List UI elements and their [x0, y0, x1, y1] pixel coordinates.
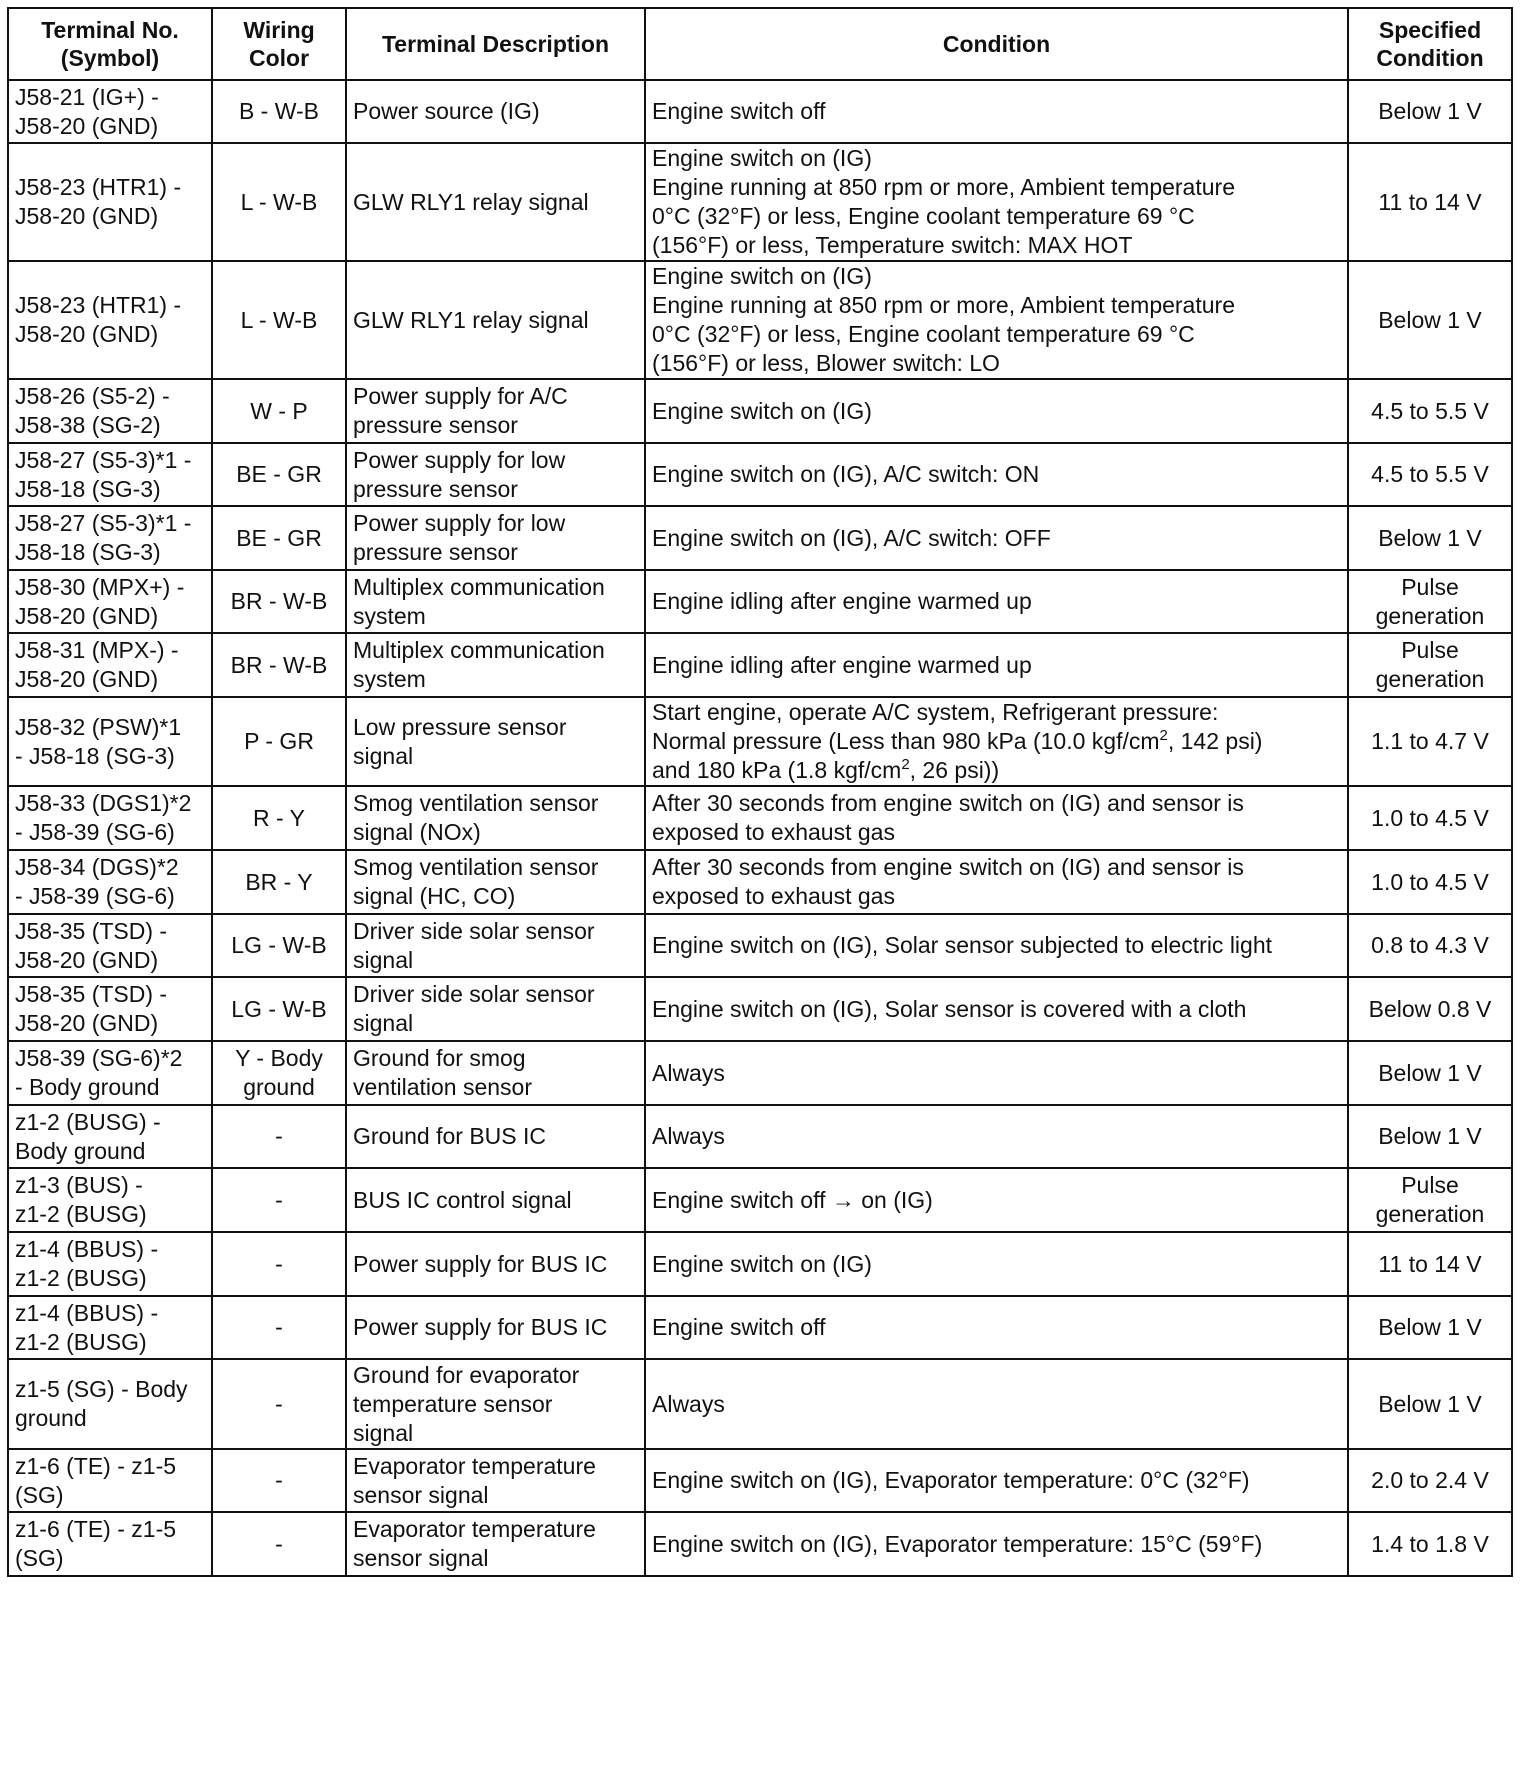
cell-specified: 11 to 14 V [1348, 143, 1512, 261]
cell-wiring-color: BE - GR [212, 443, 346, 506]
cell-description: Power supply for low pressure sensor [346, 443, 645, 506]
cell-specified: 4.5 to 5.5 V [1348, 379, 1512, 443]
cell-specified: 4.5 to 5.5 V [1348, 443, 1512, 506]
table-row [8, 1232, 1512, 1296]
cell-description: GLW RLY1 relay signal [346, 143, 645, 261]
cell-terminal: z1-6 (TE) - z1-5 (SG) [8, 1512, 212, 1576]
cell-description: Evaporator temperature sensor signal [346, 1512, 645, 1576]
table-row [8, 786, 1512, 850]
cell-condition: Engine switch on (IG) Engine running at 850 rpm or more, Ambient temperature 0°C (32°F) or less, Engine coolant temperature 69 °C (156°F) or less, Blower switch: LO [645, 261, 1348, 379]
cell-specified: 2.0 to 2.4 V [1348, 1449, 1512, 1512]
table-row [8, 80, 1512, 143]
cell-condition: Engine switch on (IG), Solar sensor is covered with a cloth [645, 977, 1348, 1041]
cell-wiring-color: - [212, 1296, 346, 1359]
table-header-row [8, 8, 1512, 80]
cell-description: Smog ventilation sensor signal (NOx) [346, 786, 645, 850]
cell-condition: Engine switch on (IG), Solar sensor subjected to electric light [645, 914, 1348, 977]
table-row [8, 1512, 1512, 1576]
cell-condition: Engine switch off → on (IG) [645, 1168, 1348, 1232]
cell-description: Power supply for A/C pressure sensor [346, 379, 645, 443]
table-row [8, 261, 1512, 379]
header-terminal-no: Terminal No. (Symbol) [8, 8, 212, 80]
cell-description: Ground for smog ventilation sensor [346, 1041, 645, 1105]
cell-terminal: J58-26 (S5-2) - J58-38 (SG-2) [8, 379, 212, 443]
cell-specified: Pulse generation [1348, 1168, 1512, 1232]
cell-terminal: z1-4 (BBUS) - z1-2 (BUSG) [8, 1296, 212, 1359]
cell-condition: Engine switch off [645, 1296, 1348, 1359]
table-row [8, 633, 1512, 697]
cell-wiring-color: - [212, 1105, 346, 1168]
cell-wiring-color: BE - GR [212, 506, 346, 570]
cell-specified: Pulse generation [1348, 633, 1512, 697]
table-row [8, 1041, 1512, 1105]
cell-condition: Always [645, 1359, 1348, 1449]
cell-terminal: z1-3 (BUS) - z1-2 (BUSG) [8, 1168, 212, 1232]
cell-specified: Below 1 V [1348, 1041, 1512, 1105]
cell-specified: 0.8 to 4.3 V [1348, 914, 1512, 977]
cell-terminal: J58-35 (TSD) - J58-20 (GND) [8, 914, 212, 977]
cell-terminal: z1-6 (TE) - z1-5 (SG) [8, 1449, 212, 1512]
cell-condition: Always [645, 1105, 1348, 1168]
cell-terminal: J58-21 (IG+) - J58-20 (GND) [8, 80, 212, 143]
cell-wiring-color: - [212, 1168, 346, 1232]
cell-specified: Below 1 V [1348, 261, 1512, 379]
cell-terminal: z1-5 (SG) - Body ground [8, 1359, 212, 1449]
cell-description: GLW RLY1 relay signal [346, 261, 645, 379]
cell-specified: 1.0 to 4.5 V [1348, 786, 1512, 850]
cell-terminal: J58-32 (PSW)*1 - J58-18 (SG-3) [8, 697, 212, 786]
cell-terminal: J58-35 (TSD) - J58-20 (GND) [8, 977, 212, 1041]
cell-terminal: J58-34 (DGS)*2 - J58-39 (SG-6) [8, 850, 212, 914]
cell-condition: Engine idling after engine warmed up [645, 633, 1348, 697]
cell-specified: Below 1 V [1348, 1296, 1512, 1359]
cell-terminal: J58-27 (S5-3)*1 - J58-18 (SG-3) [8, 443, 212, 506]
table-row [8, 379, 1512, 443]
cell-wiring-color: P - GR [212, 697, 346, 786]
cell-wiring-color: Y - Body ground [212, 1041, 346, 1105]
cell-specified: 1.4 to 1.8 V [1348, 1512, 1512, 1576]
cell-wiring-color: LG - W-B [212, 914, 346, 977]
cell-specified: 1.1 to 4.7 V [1348, 697, 1512, 786]
cell-terminal: z1-4 (BBUS) - z1-2 (BUSG) [8, 1232, 212, 1296]
cell-wiring-color: L - W-B [212, 261, 346, 379]
table-row [8, 443, 1512, 506]
cell-condition: Engine switch on (IG), Evaporator temperature: 15°C (59°F) [645, 1512, 1348, 1576]
cell-specified: Below 1 V [1348, 1359, 1512, 1449]
cell-terminal: J58-30 (MPX+) - J58-20 (GND) [8, 570, 212, 633]
cell-specified: Below 1 V [1348, 1105, 1512, 1168]
cell-specified: 11 to 14 V [1348, 1232, 1512, 1296]
cell-description: Multiplex communication system [346, 570, 645, 633]
header-wiring-color: Wiring Color [212, 8, 346, 80]
cell-terminal: J58-31 (MPX-) - J58-20 (GND) [8, 633, 212, 697]
cell-wiring-color: - [212, 1512, 346, 1576]
cell-wiring-color: R - Y [212, 786, 346, 850]
cell-wiring-color: BR - W-B [212, 570, 346, 633]
table-row [8, 506, 1512, 570]
table-row [8, 697, 1512, 786]
table-row [8, 143, 1512, 261]
cell-specified: Below 1 V [1348, 80, 1512, 143]
cell-wiring-color: - [212, 1232, 346, 1296]
cell-terminal: J58-33 (DGS1)*2 - J58-39 (SG-6) [8, 786, 212, 850]
table-row [8, 570, 1512, 633]
cell-terminal: J58-23 (HTR1) - J58-20 (GND) [8, 143, 212, 261]
cell-condition: Engine switch on (IG), A/C switch: OFF [645, 506, 1348, 570]
cell-specified: Below 0.8 V [1348, 977, 1512, 1041]
cell-wiring-color: W - P [212, 379, 346, 443]
cell-terminal: J58-23 (HTR1) - J58-20 (GND) [8, 261, 212, 379]
table-row [8, 850, 1512, 914]
table-row [8, 1168, 1512, 1232]
table-row [8, 914, 1512, 977]
cell-condition: After 30 seconds from engine switch on (IG) and sensor is exposed to exhaust gas [645, 850, 1348, 914]
cell-specified: Below 1 V [1348, 506, 1512, 570]
cell-condition: Always [645, 1041, 1348, 1105]
cell-description: Power source (IG) [346, 80, 645, 143]
header-terminal-description: Terminal Description [346, 8, 645, 80]
cell-condition: Engine idling after engine warmed up [645, 570, 1348, 633]
table-row [8, 1449, 1512, 1512]
cell-description: Multiplex communication system [346, 633, 645, 697]
cell-condition: Engine switch on (IG), Evaporator temperature: 0°C (32°F) [645, 1449, 1348, 1512]
cell-specified: Pulse generation [1348, 570, 1512, 633]
cell-description: Driver side solar sensor signal [346, 914, 645, 977]
cell-wiring-color: BR - Y [212, 850, 346, 914]
cell-description: BUS IC control signal [346, 1168, 645, 1232]
header-condition: Condition [645, 8, 1348, 80]
terminal-spec-table [7, 7, 1513, 1577]
cell-condition: Start engine, operate A/C system, Refrigerant pressure: Normal pressure (Less than 980 kPa (10.0 kgf/$cm^2$, 142 psi) and 180 kPa (1.8 kgf/$cm^2$, 26 psi)) [645, 697, 1348, 786]
cell-terminal: J58-39 (SG-6)*2 - Body ground [8, 1041, 212, 1105]
table-row [8, 1105, 1512, 1168]
cell-condition: Engine switch on (IG) Engine running at 850 rpm or more, Ambient temperature 0°C (32°F) or less, Engine coolant temperature 69 °C (156°F) or less, Temperature switch: MAX HOT [645, 143, 1348, 261]
cell-description: Ground for evaporator temperature sensor signal [346, 1359, 645, 1449]
cell-wiring-color: LG - W-B [212, 977, 346, 1041]
cell-description: Evaporator temperature sensor signal [346, 1449, 645, 1512]
cell-specified: 1.0 to 4.5 V [1348, 850, 1512, 914]
cell-terminal: J58-27 (S5-3)*1 - J58-18 (SG-3) [8, 506, 212, 570]
table-body [8, 80, 1512, 1576]
cell-wiring-color: L - W-B [212, 143, 346, 261]
table-row [8, 977, 1512, 1041]
spec-table-container [7, 7, 1513, 1577]
cell-wiring-color: BR - W-B [212, 633, 346, 697]
cell-description: Smog ventilation sensor signal (HC, CO) [346, 850, 645, 914]
cell-description: Driver side solar sensor signal [346, 977, 645, 1041]
cell-description: Power supply for BUS IC [346, 1232, 645, 1296]
cell-description: Low pressure sensor signal [346, 697, 645, 786]
cell-description: Power supply for BUS IC [346, 1296, 645, 1359]
cell-condition: After 30 seconds from engine switch on (IG) and sensor is exposed to exhaust gas [645, 786, 1348, 850]
cell-condition: Engine switch on (IG) [645, 379, 1348, 443]
header-specified-condition: Specified Condition [1348, 8, 1512, 80]
cell-description: Power supply for low pressure sensor [346, 506, 645, 570]
cell-description: Ground for BUS IC [346, 1105, 645, 1168]
table-row [8, 1359, 1512, 1449]
cell-wiring-color: - [212, 1449, 346, 1512]
cell-terminal: z1-2 (BUSG) - Body ground [8, 1105, 212, 1168]
cell-wiring-color: - [212, 1359, 346, 1449]
cell-wiring-color: B - W-B [212, 80, 346, 143]
cell-condition: Engine switch on (IG) [645, 1232, 1348, 1296]
cell-condition: Engine switch off [645, 80, 1348, 143]
cell-condition: Engine switch on (IG), A/C switch: ON [645, 443, 1348, 506]
table-row [8, 1296, 1512, 1359]
